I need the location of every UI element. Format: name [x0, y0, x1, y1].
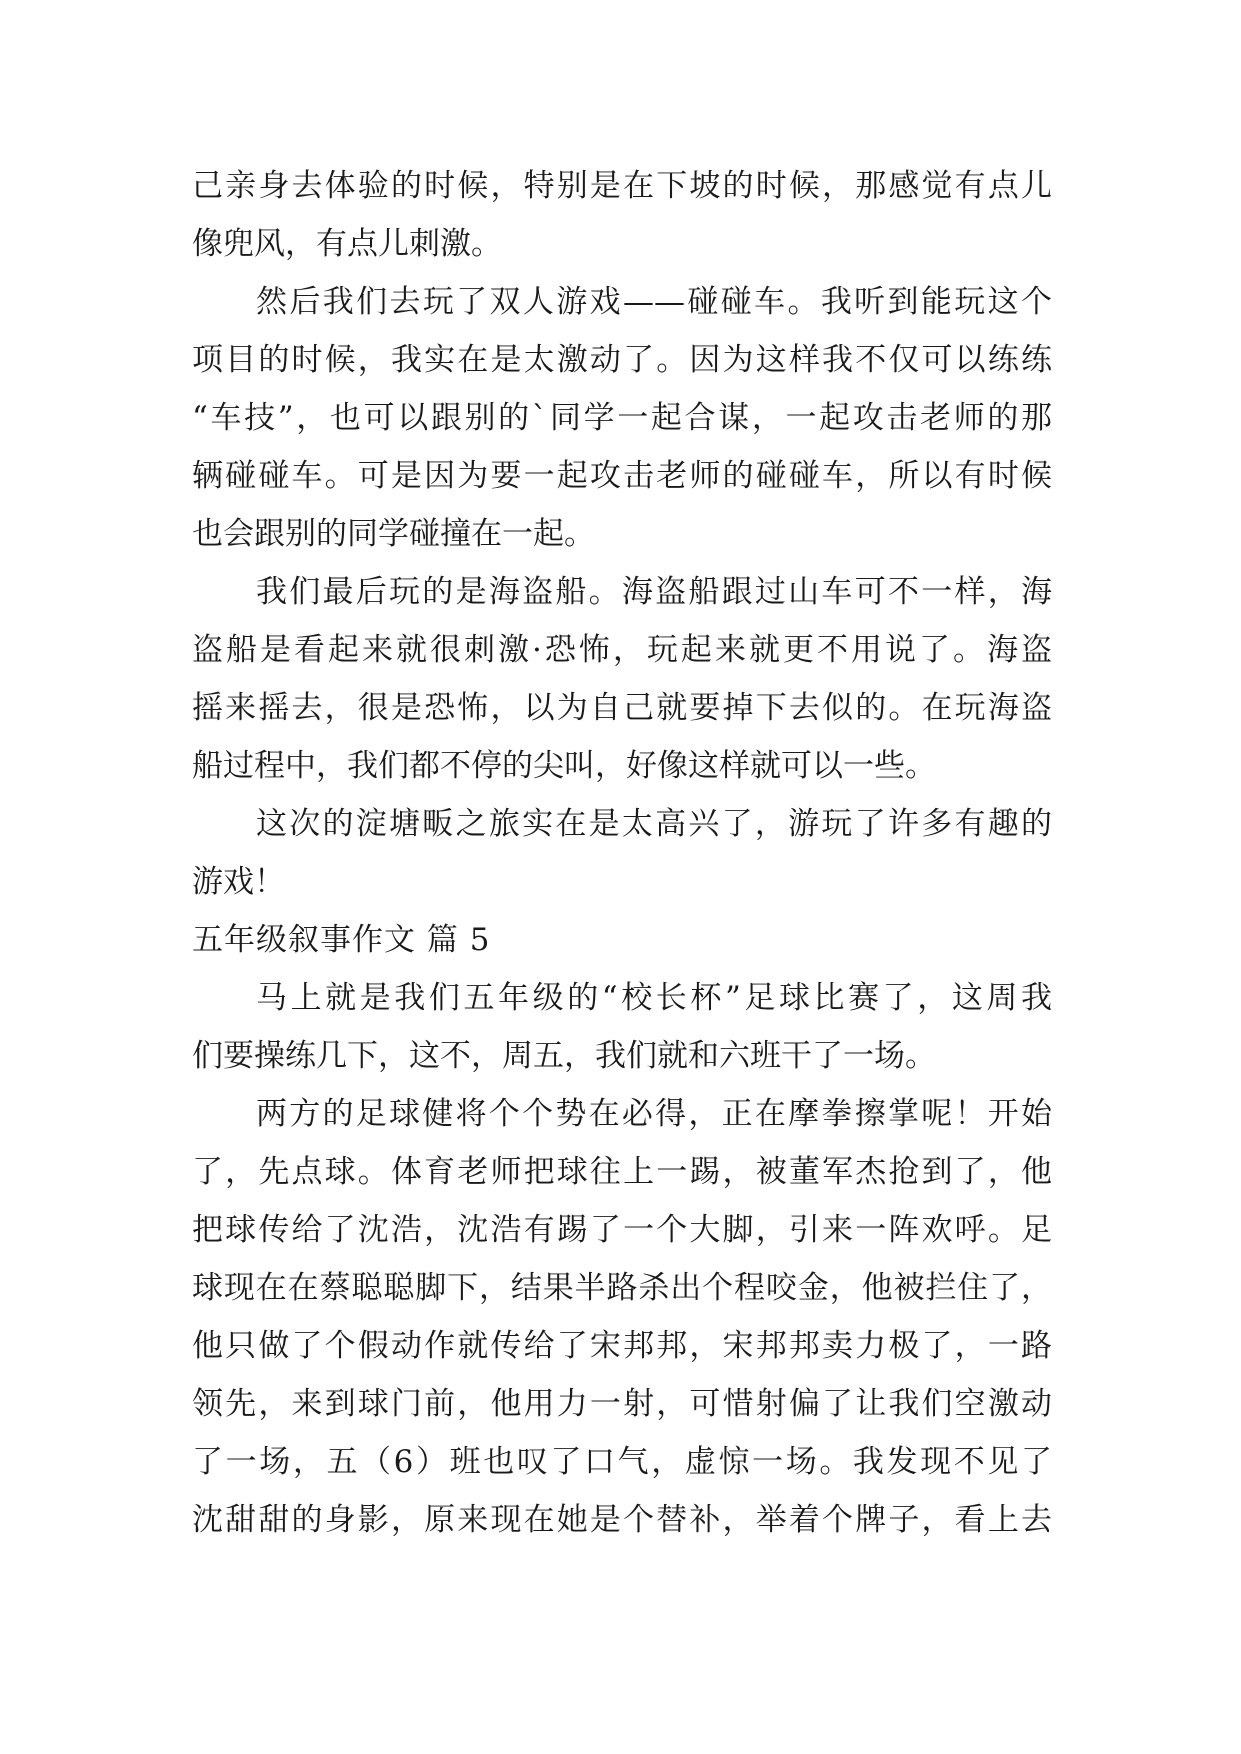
text-line: 辆碰碰车。可是因为要一起攻击老师的碰碰车，所以有时候 — [192, 458, 1052, 494]
text-line: 项目的时候，我实在是太激动了。因为这样我不仅可以练练 — [192, 342, 1052, 378]
text-line: 了一场，五（6）班也叹了口气，虚惊一场。我发现不见了 — [192, 1444, 1052, 1480]
text-line: 他只做了个假动作就传给了宋邦邦，宋邦邦卖力极了，一路 — [192, 1328, 1052, 1364]
text-line: “车技”，也可以跟别的`同学一起合谋，一起攻击老师的那 — [192, 400, 1052, 436]
paragraph-first-line: 两方的足球健将个个势在必得，正在摩拳擦掌呢！开始 — [256, 1096, 1052, 1132]
text-line: 像兜风，有点儿刺激。 — [192, 226, 502, 262]
text-line: 们要操练几下，这不，周五，我们就和六班干了一场。 — [192, 1038, 936, 1074]
text-line: 己亲身去体验的时候，特别是在下坡的时候，那感觉有点儿 — [192, 168, 1052, 204]
paragraph-first-line: 这次的淀塘畈之旅实在是太高兴了，游玩了许多有趣的 — [256, 806, 1052, 842]
section-heading: 五年级叙事作文 篇 5 — [192, 922, 491, 958]
text-line: 船过程中，我们都不停的尖叫，好像这样就可以一些。 — [192, 748, 936, 784]
paragraph-first-line: 我们最后玩的是海盗船。海盗船跟过山车可不一样，海 — [256, 574, 1052, 610]
text-line: 沈甜甜的身影，原来现在她是个替补，举着个牌子，看上去 — [192, 1502, 1052, 1538]
text-line: 也会跟别的同学碰撞在一起。 — [192, 516, 595, 552]
text-line: 盗船是看起来就很刺激·恐怖，玩起来就更不用说了。海盗 — [192, 632, 1052, 668]
text-line: 游戏！ — [192, 864, 285, 900]
paragraph-first-line: 然后我们去玩了双人游戏——碰碰车。我听到能玩这个 — [256, 284, 1052, 320]
text-line: 领先，来到球门前，他用力一射，可惜射偏了让我们空激动 — [192, 1386, 1052, 1422]
paragraph-first-line: 马上就是我们五年级的“校长杯”足球比赛了，这周我 — [256, 980, 1052, 1016]
text-line: 了，先点球。体育老师把球往上一踢，被董军杰抢到了，他 — [192, 1154, 1052, 1190]
text-line: 把球传给了沈浩，沈浩有踢了一个大脚，引来一阵欢呼。足 — [192, 1212, 1052, 1248]
text-line: 摇来摇去，很是恐怖，以为自己就要掉下去似的。在玩海盗 — [192, 690, 1052, 726]
text-line: 球现在在蔡聪聪脚下，结果半路杀出个程咬金，他被拦住了， — [192, 1270, 1052, 1306]
